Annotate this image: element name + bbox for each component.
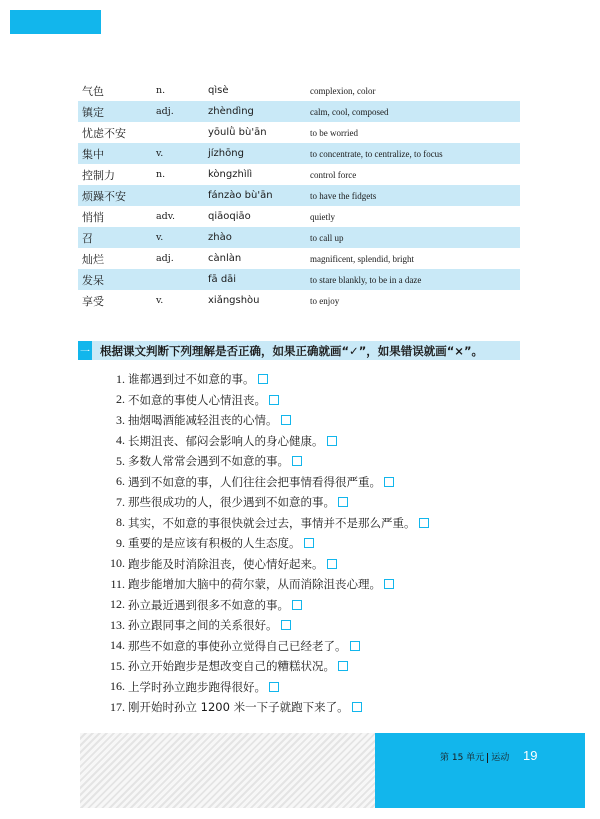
question-number: 13. [110, 617, 125, 632]
vocab-english: to call up [310, 232, 344, 243]
vocab-pos: adj. [156, 106, 174, 117]
vocab-english: complexion, color [310, 85, 376, 96]
vocab-pinyin: yōulǜ bù'ān [208, 127, 267, 138]
vocab-english: control force [310, 169, 357, 180]
answer-checkbox[interactable] [281, 620, 291, 630]
question-text: 刚开始时孙立 1200 米一下子就跑下来了。 [128, 700, 349, 715]
question-text: 其实，不如意的事很快就会过去，事情并不是那么严重。 [128, 515, 416, 530]
question-item [100, 697, 520, 718]
vocab-row [78, 227, 520, 248]
vocab-row [78, 248, 520, 269]
vocab-pinyin: qiāoqiāo [208, 211, 251, 222]
vocab-row [78, 269, 520, 290]
answer-checkbox[interactable] [292, 600, 302, 610]
vocab-pos: v. [156, 232, 164, 243]
answer-checkbox[interactable] [292, 456, 302, 466]
page-number: 19 [523, 748, 538, 763]
answer-checkbox[interactable] [327, 436, 337, 446]
question-text: 孙立跟同事之间的关系很好。 [128, 618, 278, 633]
footer-separator [487, 753, 488, 763]
footer-bar [375, 733, 585, 808]
vocab-word: 气色 [82, 84, 104, 98]
vocab-row [78, 164, 520, 185]
vocab-english: to concentrate, to centralize, to focus [310, 148, 443, 159]
question-text: 谁都遇到过不如意的事。 [128, 372, 255, 387]
question-list [100, 369, 520, 718]
question-number: 9. [116, 535, 125, 550]
vocab-pinyin: qìsè [208, 85, 229, 96]
question-text: 重要的是应该有积极的人生态度。 [128, 536, 301, 551]
question-number: 12. [110, 597, 125, 612]
vocab-row [78, 143, 520, 164]
vocab-pos: adj. [156, 253, 174, 264]
question-item [100, 410, 520, 431]
vocab-pos: n. [156, 169, 166, 180]
question-text: 孙立最近遇到很多不如意的事。 [128, 597, 289, 612]
vocab-word: 烦躁不安 [82, 189, 126, 203]
question-text: 不如意的事使人心情沮丧。 [128, 392, 266, 407]
footer-hatch-pattern [80, 733, 375, 808]
question-text: 那些不如意的事使孙立觉得自己已经老了。 [128, 638, 347, 653]
vocab-english: quietly [310, 211, 335, 222]
vocab-word: 镇定 [82, 105, 104, 119]
vocab-english: to be worried [310, 127, 358, 138]
vocab-pinyin: kòngzhìlì [208, 169, 253, 180]
question-number: 6. [116, 474, 125, 489]
exercise-instruction: 根据课文判断下列理解是否正确，如果正确就画“✓”，如果错误就画“×”。 [100, 343, 484, 358]
question-item [100, 615, 520, 636]
question-number: 7. [116, 494, 125, 509]
question-item [100, 431, 520, 452]
vocab-pinyin: cànlàn [208, 253, 242, 264]
question-text: 跑步能增加大脑中的荷尔蒙，从而消除沮丧心理。 [128, 577, 381, 592]
question-number: 16. [110, 679, 125, 694]
question-text: 长期沮丧、郁闷会影响人的身心健康。 [128, 433, 324, 448]
question-item [100, 369, 520, 390]
vocab-pinyin: fánzào bù'ān [208, 190, 273, 201]
question-text: 上学时孙立跑步跑得很好。 [128, 679, 266, 694]
question-item [100, 390, 520, 411]
vocab-english: to have the fidgets [310, 190, 377, 201]
question-item [100, 574, 520, 595]
question-number: 11. [110, 576, 125, 591]
question-item [100, 656, 520, 677]
footer-unit: 第 15 单元 [440, 753, 485, 763]
vocab-pinyin: jízhōng [208, 148, 244, 159]
answer-checkbox[interactable] [269, 395, 279, 405]
vocab-row [78, 206, 520, 227]
vocab-word: 控制力 [82, 168, 115, 182]
exercise-header [78, 341, 520, 360]
question-number: 1. [116, 371, 125, 386]
answer-checkbox[interactable] [384, 477, 394, 487]
question-number: 17. [110, 699, 125, 714]
vocab-pinyin: xiǎngshòu [208, 295, 260, 306]
vocab-word: 忧虑不安 [82, 126, 126, 140]
question-number: 14. [110, 638, 125, 653]
question-text: 抽烟喝酒能减轻沮丧的心情。 [128, 413, 278, 428]
question-number: 8. [116, 515, 125, 530]
vocab-english: to enjoy [310, 295, 340, 306]
question-item [100, 677, 520, 698]
vocab-word: 集中 [82, 147, 104, 161]
answer-checkbox[interactable] [352, 702, 362, 712]
question-text: 多数人常常会遇到不如意的事。 [128, 454, 289, 469]
answer-checkbox[interactable] [281, 415, 291, 425]
answer-checkbox[interactable] [338, 497, 348, 507]
vocab-pinyin: zhào [208, 232, 232, 243]
vocab-word: 召 [82, 231, 93, 245]
question-item [100, 554, 520, 575]
answer-checkbox[interactable] [304, 538, 314, 548]
answer-checkbox[interactable] [327, 559, 337, 569]
question-item [100, 595, 520, 616]
vocab-row [78, 290, 520, 311]
vocab-word: 享受 [82, 294, 104, 308]
question-number: 3. [116, 412, 125, 427]
question-text: 那些很成功的人，很少遇到不如意的事。 [128, 495, 335, 510]
vocab-english: to stare blankly, to be in a daze [310, 274, 422, 285]
vocab-pos: adv. [156, 211, 176, 222]
question-number: 10. [110, 556, 125, 571]
vocab-english: magnificent, splendid, bright [310, 253, 414, 264]
vocab-word: 发呆 [82, 273, 104, 287]
vocab-word: 灿烂 [82, 252, 104, 266]
exercise-number-badge: 一 [78, 341, 92, 360]
question-item [100, 636, 520, 657]
footer-topic: 运动 [491, 753, 510, 763]
answer-checkbox[interactable] [338, 661, 348, 671]
question-item [100, 492, 520, 513]
question-item [100, 513, 520, 534]
vocab-row [78, 101, 520, 122]
vocabulary-table [78, 80, 520, 311]
answer-checkbox[interactable] [419, 518, 429, 528]
question-text: 遇到不如意的事，人们往往会把事情看得很严重。 [128, 474, 381, 489]
vocab-pos: v. [156, 295, 164, 306]
question-text: 孙立开始跑步是想改变自己的糟糕状况。 [128, 659, 335, 674]
vocab-pos: n. [156, 85, 166, 96]
question-item [100, 533, 520, 554]
vocab-pinyin: fā dāi [208, 274, 237, 285]
answer-checkbox[interactable] [258, 374, 268, 384]
answer-checkbox[interactable] [384, 579, 394, 589]
question-number: 5. [116, 453, 125, 468]
vocab-row [78, 122, 520, 143]
corner-tab [10, 10, 101, 34]
question-item [100, 451, 520, 472]
vocab-english: calm, cool, composed [310, 106, 389, 117]
vocab-pos: v. [156, 148, 164, 159]
footer-unit-label [440, 750, 509, 763]
question-text: 跑步能及时消除沮丧，使心情好起来。 [128, 556, 324, 571]
vocab-word: 悄悄 [82, 210, 104, 224]
vocab-row [78, 80, 520, 101]
question-item [100, 472, 520, 493]
answer-checkbox[interactable] [269, 682, 279, 692]
vocab-row [78, 185, 520, 206]
answer-checkbox[interactable] [350, 641, 360, 651]
question-number: 2. [116, 392, 125, 407]
vocab-pinyin: zhèndìng [208, 106, 254, 117]
question-number: 15. [110, 658, 125, 673]
question-number: 4. [116, 433, 125, 448]
